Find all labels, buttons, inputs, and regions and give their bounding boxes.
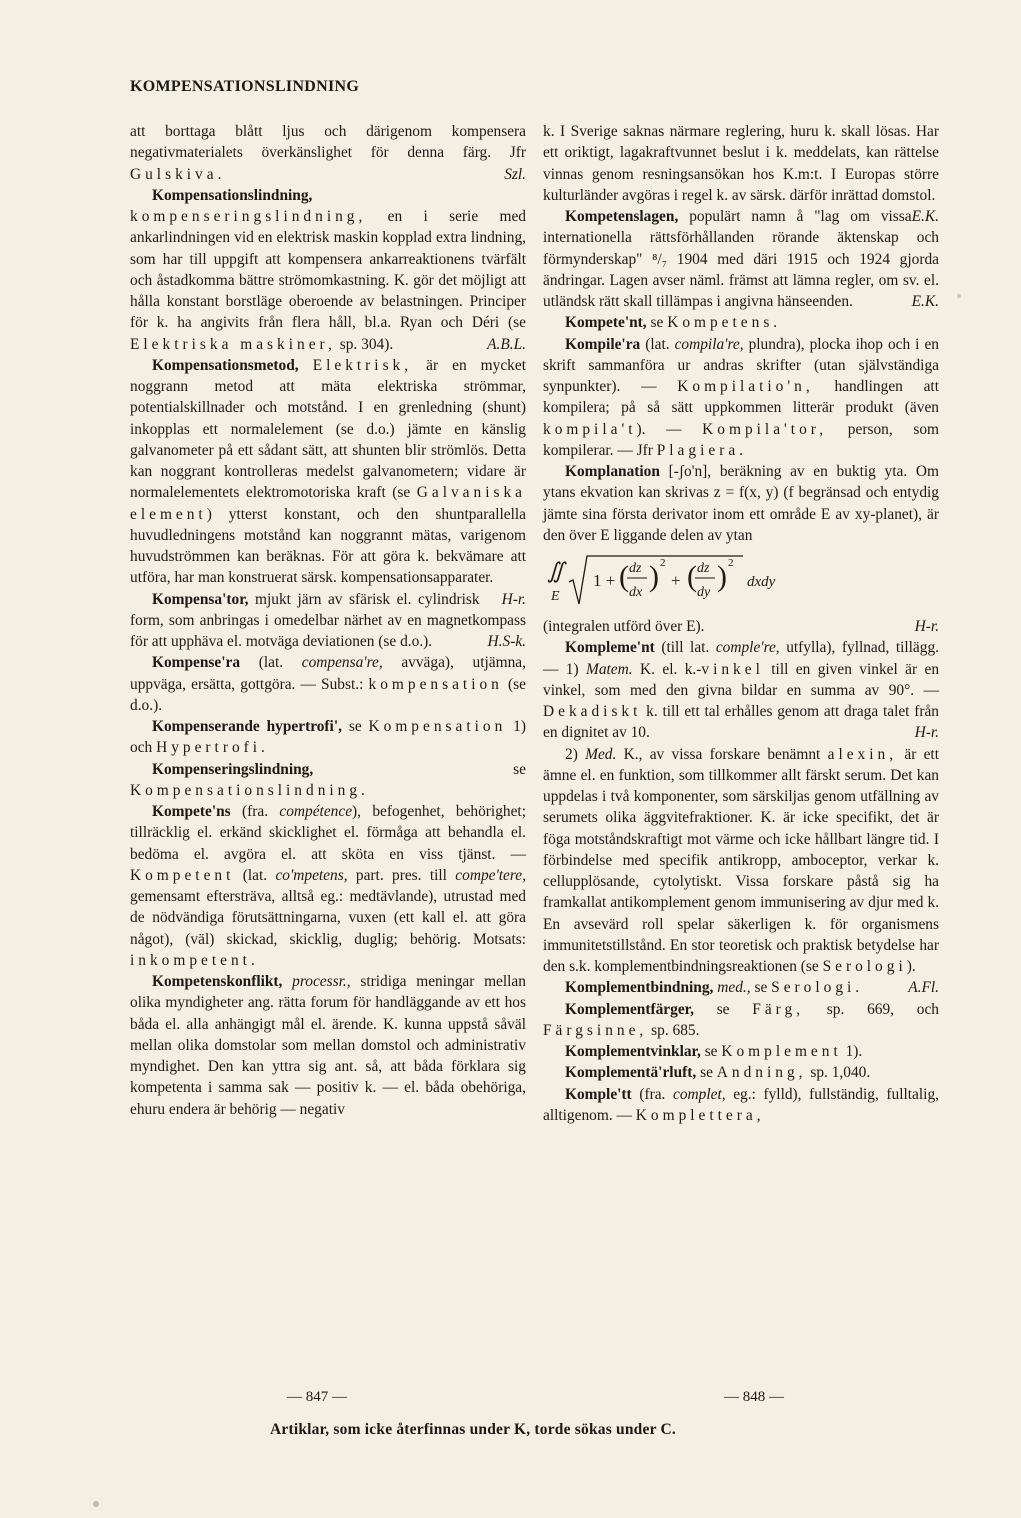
svg-text:dx: dx [629,585,643,600]
entry-komplement-med: 2) Med. K., av vissa forskare benämnt alexin, är ett ämne el. en funktion, som tillkommer allt färskt serum. Det kan uppdelas i två komponenter, som särskiljas genom utfällning av serumets olika äggvitefraktioner. K. är icke specifikt, det är föga motståndskraftigt mot värme och icke hållbart längre tid. I förbindelse med specifik antikropp, amboceptor, verkar k. cellupplösande, cytolytiskt. Vissa forskare påstå sig ha framkallat antikomplement genom immunisering av djur med k. En avsevärd roll spelar säkerligen k. för organismens immunitetstillstånd. En stor teoretisk och praktisk betydelse har den s.k. komplementbindningsreaktionen (se Serologi). A.Fl. [543,745,939,997]
headword: Kompetenslagen, [565,208,679,225]
svg-text:2: 2 [728,557,734,569]
left-column [130,121,526,1120]
entry-kompetenskonflikt: Kompetenskonflikt, processr., stridiga meningar mellan olika myndigheter ang. rätta forum för handläggande av ett hos båda el. alla anhängigt mål el. ärende. K. kunna uppstå såväl mellan olika domstolar som mellan domstol och administrativ myndighet. Den kan yttra sig ant. så, att båda förklara sig kompetenta i samma sak — positiv k. — el. båda obehöriga, ehuru endera är behörig — negativ [130,973,526,1118]
headword: Kompenseringslindning, [152,760,314,778]
svg-text:dz: dz [697,561,710,576]
svg-text:+: + [671,571,681,590]
entry-continuation: att borttaga blått ljus och därigenom kompensera negativmaterialets överkänslighet för denna färg. Jfr Gulskiva. Szl. [130,123,526,183]
paper-blemish [93,1501,99,1507]
headword: Kompete'ns [152,803,231,820]
svg-text:dxdy: dxdy [747,574,776,590]
headword: Komplementbindning, [565,979,714,997]
headword: Kompensa'tor, [152,590,249,608]
entry-kompensator: Kompensa'tor, mjukt järn av sfärisk el. cylindrisk form, som anbringas i omedelbar närhet av en magnetkompass för att upphäva el. motväga deviationen (se d.o.). H.S-k. [130,590,526,650]
entry-kompenseringslindning: Kompenseringslindning, se Kompensationslindning. [130,760,526,799]
entry-kompensationslindning: Kompensationslindning, kompenseringslindning, en i serie med ankarlindningen vid en elektrisk maskin kopplad extra lindning, som har till uppgift att kompensera ankarreaktionens tvärfält och åstadkomma bättre strömomkastning. K. gör det möjligt att hålla konstant borstläge oberoende av belastningen. Principer för k. ha angivits från flera håll, bl.a. Ryan och Déri (se Elektriska maskiner, sp. 304). A.B.L. [130,186,526,353]
running-header: KOMPENSATIONSLINDNING [130,78,360,95]
svg-text:dz: dz [629,561,642,576]
right-column [543,121,939,1126]
paper-blemish [957,294,961,298]
entry-kompensationsmetod: Kompensationsmetod, Elektrisk, är en mycket noggrann metod att mäta elektriska strömmar, potentialskillnader och motstånd. I en grenledning (shunt) inkopplas ett normalelement (se d.o.) jämte en känslig galvanometer på ett sådant sätt, att shunten blir strömlös. Detta kan noggrant kontrolleras medelst galvanometern; vidare är normalelementets elektromotoriska kraft (se Galvaniska element) ytterst konstant, och den shuntparallella huvudledningens motstånd kan noggrannt mätas, varigenom huvudströmmen kan beräknas. För att göra k. bekvämare att utföra, har man konstruerat särsk. kompensationsapparater. H-r. [130,356,526,608]
entry-komplett: Komple'tt (fra. complet, eg.: fylld), fullständig, fulltalig, alltigenom. — Komplettera, [543,1085,939,1124]
entry-kompenserande-hypertrofi: Kompenserande hypertrofi', se Kompensation 1) och Hypertrofi. [130,718,526,757]
svg-text:∬: ∬ [547,558,565,583]
headword: Komplementä'rluft, [565,1064,697,1082]
headword: Kompensationsmetod, [152,356,299,374]
formula-note: (integralen utförd över E). H-r. [543,618,939,635]
entry-komplementfarger: Komplementfärger, se Färg, sp. 669, och Färgsinne, sp. 685. [543,1000,939,1039]
svg-text:): ) [649,560,659,593]
headword: Komplementfärger, [565,1000,694,1018]
svg-text:1 +: 1 + [593,571,616,590]
entry-komplementarluft: Komplementä'rluft, se Andning, sp. 1,040. [565,1064,871,1082]
headword: Kompensationslindning, [152,186,313,204]
entry-kompetenslagen: Kompetenslagen, populärt namn å "lag om vissa internationella rättsförhållanden rörande äktenskap och förmynderskap" ⁸/₇ 1904 med däri 1915 och 1924 gjorda ändringar. Lagen avser näml. främst att lämna regler, om sv. el. utländsk rätt skall tillämpas i angivna hänseenden. E.K. [543,208,939,310]
footer-note: Artiklar, som icke återfinnas under K, torde sökas under C. [270,1421,676,1438]
headword: Kompile'ra [565,335,641,353]
headword: Kompleme'nt [565,639,655,657]
svg-text:E: E [551,589,560,604]
entry-kompetens: Kompete'ns (fra. compétence), befogenhet, behörighet; tillräcklig el. erkänd skicklighet el. förmåga att behandla el. bedöma el. avgöra el. att sköta en viss tjänst. — Kompetent (lat. co'mpetens, part. pres. till compe'tere, gemensamt eftersträva, alltså eg.: medtävlande), utrustad med de nödvändiga förutsättningarna, vuxen (ett kall el. att göra något), (väl) skickad, skicklig, duglig; behörig. Motsats: inkompetent. [130,803,526,969]
entry-continuation: k. I Sverige saknas närmare reglering, huru k. skall lösas. Har ett oriktigt, lagakraftvunnet beslut i k. meddelats, kan rättelse vinnas genom resningsansökan hos K.m:t. I Europas större kulturländer avgöras i regel k. av särsk. därför inrättad domstol. E.K. [543,123,939,225]
svg-text:(: ( [687,560,697,593]
svg-text:(: ( [619,560,629,593]
entry-kompetent: Kompete'nt, se Kompetens. [565,314,782,332]
entry-kompilera: Kompile'ra (lat. compila're, plundra), plocka ihop och i en skrift sammanföra ur andras skrifter (utan självständiga synpunkter). — Kompilatio'n, handlingen att kompilera; på så sätt uppkommen litterär produkt (även kompila't). — Kompila'tor, person, som kompilerar. — Jfr Plagiera. [543,335,939,459]
entry-kompensera: Kompense'ra (lat. compensa're, avväga), utjämna, uppväga, ersätta, gottgöra. — Subst.: kompensation (se d.o.). [130,654,526,714]
headword: Komple'tt [565,1085,632,1103]
headword: Kompete'nt, [565,314,647,332]
surface-area-formula [543,548,939,614]
entry-komplementbindning: Komplementbindning, med., se Serologi. [565,979,864,997]
headword: Komplementvinklar, [565,1043,701,1060]
page-number-right: — 848 — [724,1389,784,1405]
headword: Kompetenskonflikt, [152,973,283,990]
page-number-left: — 847 — [287,1389,347,1405]
svg-text:): ) [717,560,727,593]
headword: Kompenserande hypertrofi', [152,718,342,735]
entry-komplement: Kompleme'nt (till lat. comple're, utfylla), fyllnad, tillägg. — 1) Matem. K. el. k.-vinkel till en given vinkel är en vinkel, som med den givna bildar en summa av 90°. — Dekadiskt k. till ett tal erhålles genom att draga talet från en dignitet av 10. H-r. [543,639,940,742]
headword: Komplanation [565,463,660,480]
entry-komplanation: Komplanation [-ʃo'n], beräkning av en buktig yta. Om ytans ekvation kan skrivas z = f(x, y) (f begränsad och entydig jämte sina första derivator inom ett område E av xy-planet), är den över E liggande delen av ytan [543,463,939,544]
svg-text:2: 2 [660,557,666,569]
svg-text:dy: dy [697,585,711,600]
entry-komplementvinklar: Komplementvinklar, se Komplement 1). [565,1043,863,1060]
headword: Kompense'ra [152,654,241,672]
